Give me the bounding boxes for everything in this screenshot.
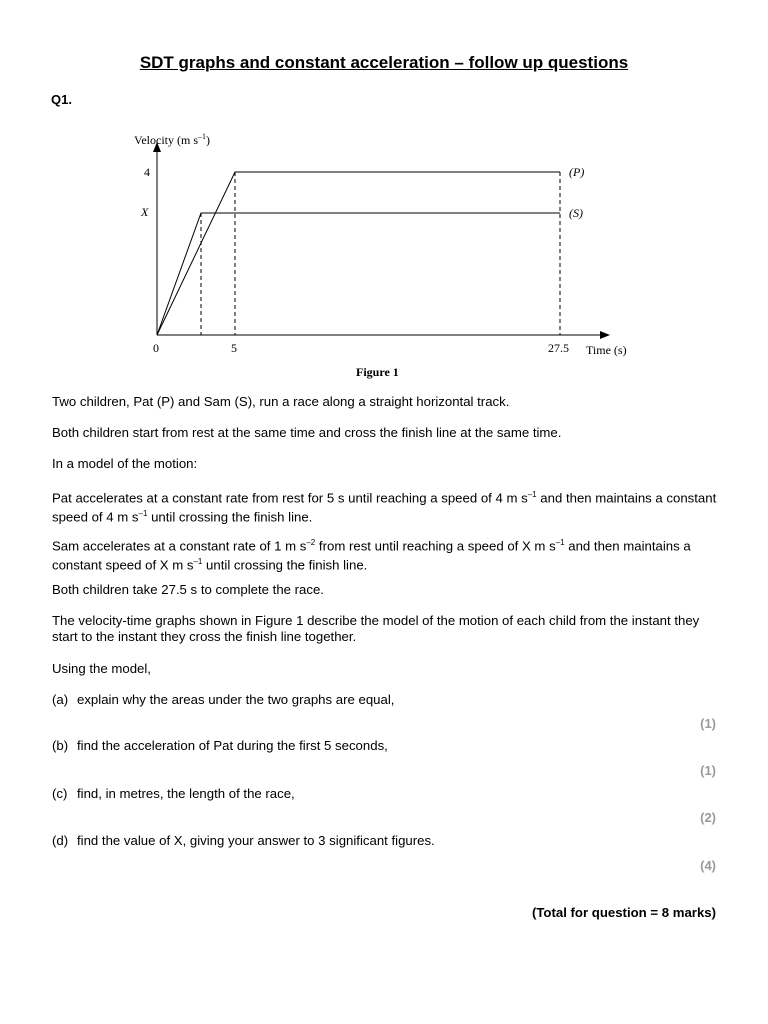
part-a-marks: (1) bbox=[700, 716, 716, 731]
velocity-time-graph bbox=[120, 128, 650, 383]
part-d-marks: (4) bbox=[700, 858, 716, 873]
paragraph-sam: Sam accelerates at a constant rate of 1 m $s^{-2}$ from rest until reaching a speed of X m $s^{-1}$ and then maintains a constant speed of X m $s^{-1}$ until crossing the finish line. bbox=[52, 538, 691, 573]
paragraph-intro: Two children, Pat (P) and Sam (S), run a race along a straight horizontal track. bbox=[52, 394, 510, 409]
series-s-line bbox=[157, 213, 560, 335]
part-c: (c) find, in metres, the length of the race, bbox=[52, 786, 295, 801]
part-d: (d) find the value of X, giving your answer to 3 significant figures. bbox=[52, 833, 435, 848]
part-b: (b) find the acceleration of Pat during the first 5 seconds, bbox=[52, 738, 388, 753]
y-axis-label: Velocity (m $s^{-1}$) bbox=[134, 132, 210, 147]
question-number: Q1. bbox=[51, 92, 72, 107]
paragraph-graphs: The velocity-time graphs shown in Figure 1 describe the model of the motion of each child from the instant they start to the instant they cross the finish line together. bbox=[52, 613, 700, 644]
y-tick-x: X bbox=[141, 205, 149, 219]
series-p-label: (P) bbox=[569, 165, 585, 179]
series-s-label: (S) bbox=[569, 206, 583, 220]
x-axis-arrow bbox=[600, 331, 610, 339]
x-tick-5: 5 bbox=[231, 341, 237, 355]
part-a: (a) explain why the areas under the two graphs are equal, bbox=[52, 692, 395, 707]
part-c-marks: (2) bbox=[700, 810, 716, 825]
paragraph-model: In a model of the motion: bbox=[52, 456, 198, 471]
figure-caption: Figure 1 bbox=[356, 365, 399, 379]
x-tick-0: 0 bbox=[153, 341, 159, 355]
paragraph-pat: Pat accelerates at a constant rate from rest for 5 s until reaching a speed of 4 m $s^{-1}$ and then maintains a constant speed of 4 m $s^{-1}$ until crossing the finish line. bbox=[52, 490, 717, 525]
total-marks: (Total for question = 8 marks) bbox=[531, 905, 716, 920]
figure-1 bbox=[120, 128, 650, 388]
x-axis-label: Time (s) bbox=[586, 343, 627, 357]
page-title: SDT graphs and constant acceleration – follow up questions bbox=[139, 53, 629, 72]
paragraph-time: Both children take 27.5 s to complete the race. bbox=[52, 582, 324, 597]
x-tick-27-5: 27.5 bbox=[548, 341, 569, 355]
paragraph-using-model: Using the model, bbox=[52, 661, 151, 676]
series-p-line bbox=[157, 172, 560, 335]
part-b-marks: (1) bbox=[700, 763, 716, 778]
y-tick-4: 4 bbox=[144, 165, 150, 179]
paragraph-start: Both children start from rest at the same time and cross the finish line at the same time. bbox=[52, 425, 562, 440]
